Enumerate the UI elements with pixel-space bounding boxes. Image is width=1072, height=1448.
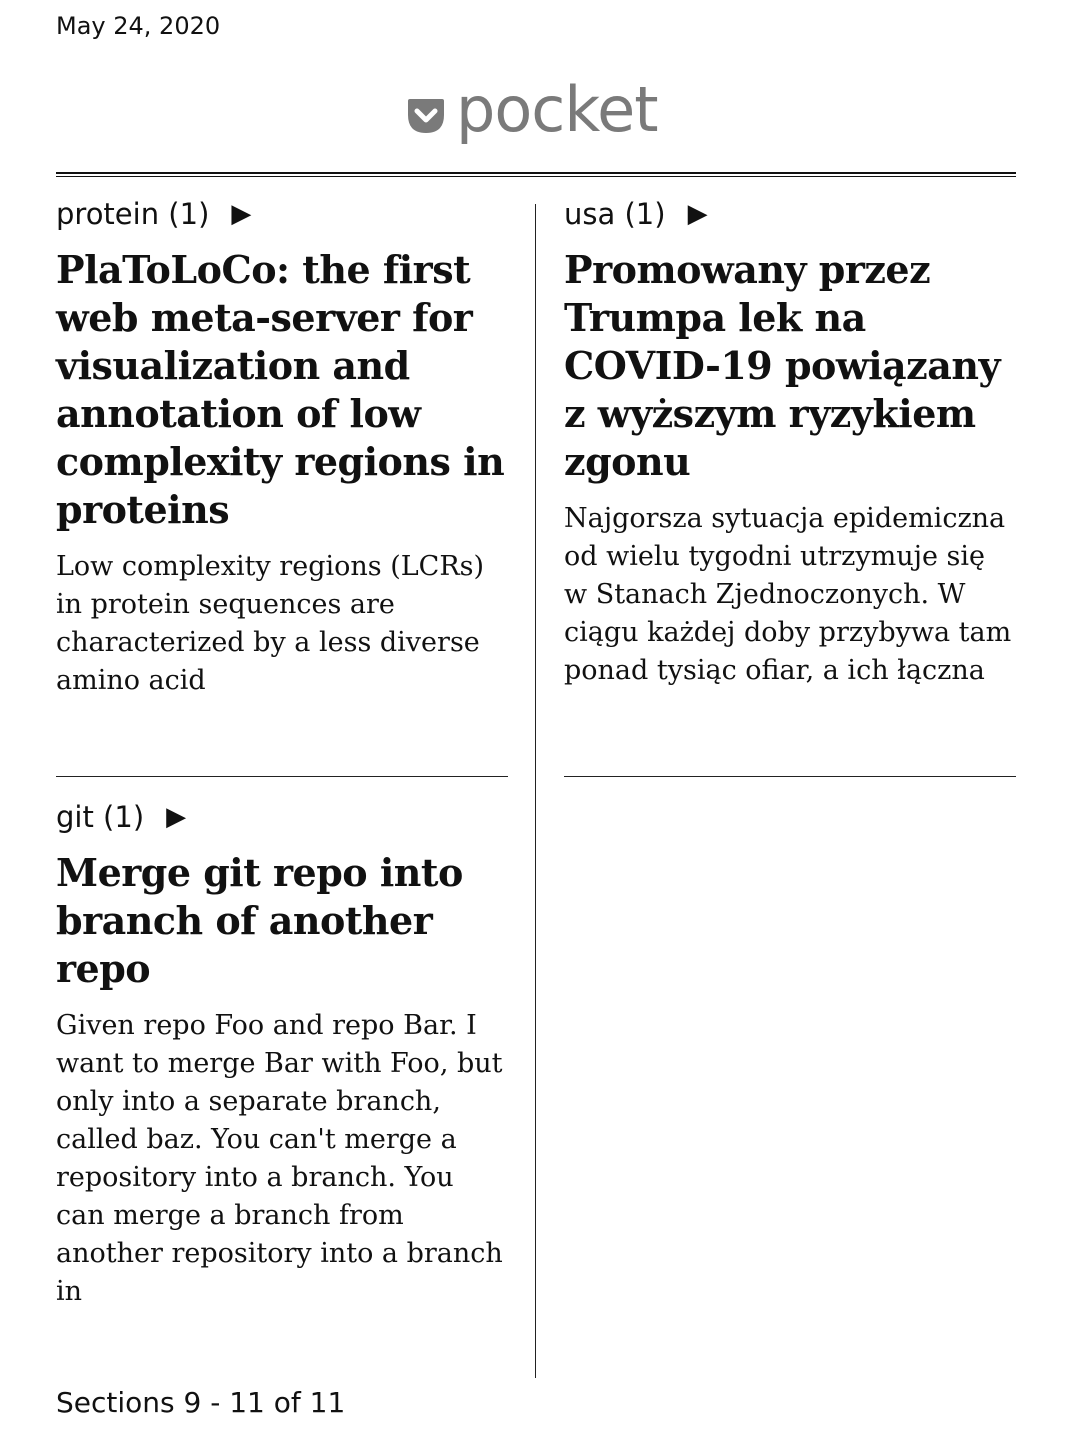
section-git xyxy=(56,795,508,1311)
header-divider-thin xyxy=(56,176,1016,177)
section-divider-left xyxy=(56,776,508,777)
article-title[interactable]: PlaToLoCo: the first web meta-server for visualization and annotation of low complexity regions in proteins xyxy=(56,247,505,532)
section-tag-protein[interactable] xyxy=(56,192,508,236)
article-title[interactable]: Merge git repo into branch of another repo xyxy=(56,850,463,991)
article-title[interactable]: Promowany przez Trumpa lek na COVID-19 powiązany z wyższym ryzykiem zgonu xyxy=(564,247,1001,484)
play-arrow-icon[interactable]: ▶ xyxy=(166,802,187,832)
section-tag-label: git (1) xyxy=(56,800,145,834)
article-excerpt[interactable]: Low complexity regions (LCRs) in protein sequences are characterized by a less diverse amino acid xyxy=(56,551,485,696)
article-excerpt[interactable]: Given repo Foo and repo Bar. I want to merge Bar with Foo, but only into a separate branch, called baz. You can't merge a repository into a branch. You can merge a branch from another repository into a branch in xyxy=(56,1010,503,1307)
date-label: May 24, 2020 xyxy=(56,12,221,40)
header-divider xyxy=(56,172,1016,174)
brand-name: pocket xyxy=(456,73,658,146)
article-excerpt[interactable]: Najgorsza sytuacja epidemiczna od wielu tygodni utrzymuje się w Stanach Zjednoczonych. W ciągu każdej doby przybywa tam ponad tysiąc ofiar, a ich łączna xyxy=(564,503,1012,686)
section-tag-label: usa (1) xyxy=(564,197,666,231)
section-tag-label: protein (1) xyxy=(56,197,210,231)
play-arrow-icon[interactable]: ▶ xyxy=(231,199,252,229)
section-divider-right xyxy=(564,776,1016,777)
section-tag-usa[interactable] xyxy=(564,192,1016,236)
section-protein xyxy=(56,192,508,700)
pocket-logo xyxy=(406,73,658,156)
play-arrow-icon[interactable]: ▶ xyxy=(687,199,708,229)
pocket-icon xyxy=(406,95,446,137)
section-usa xyxy=(564,192,1016,690)
section-tag-git[interactable] xyxy=(56,795,508,839)
column-divider xyxy=(535,204,536,1378)
pagination-label: Sections 9 - 11 of 11 xyxy=(56,1386,346,1419)
